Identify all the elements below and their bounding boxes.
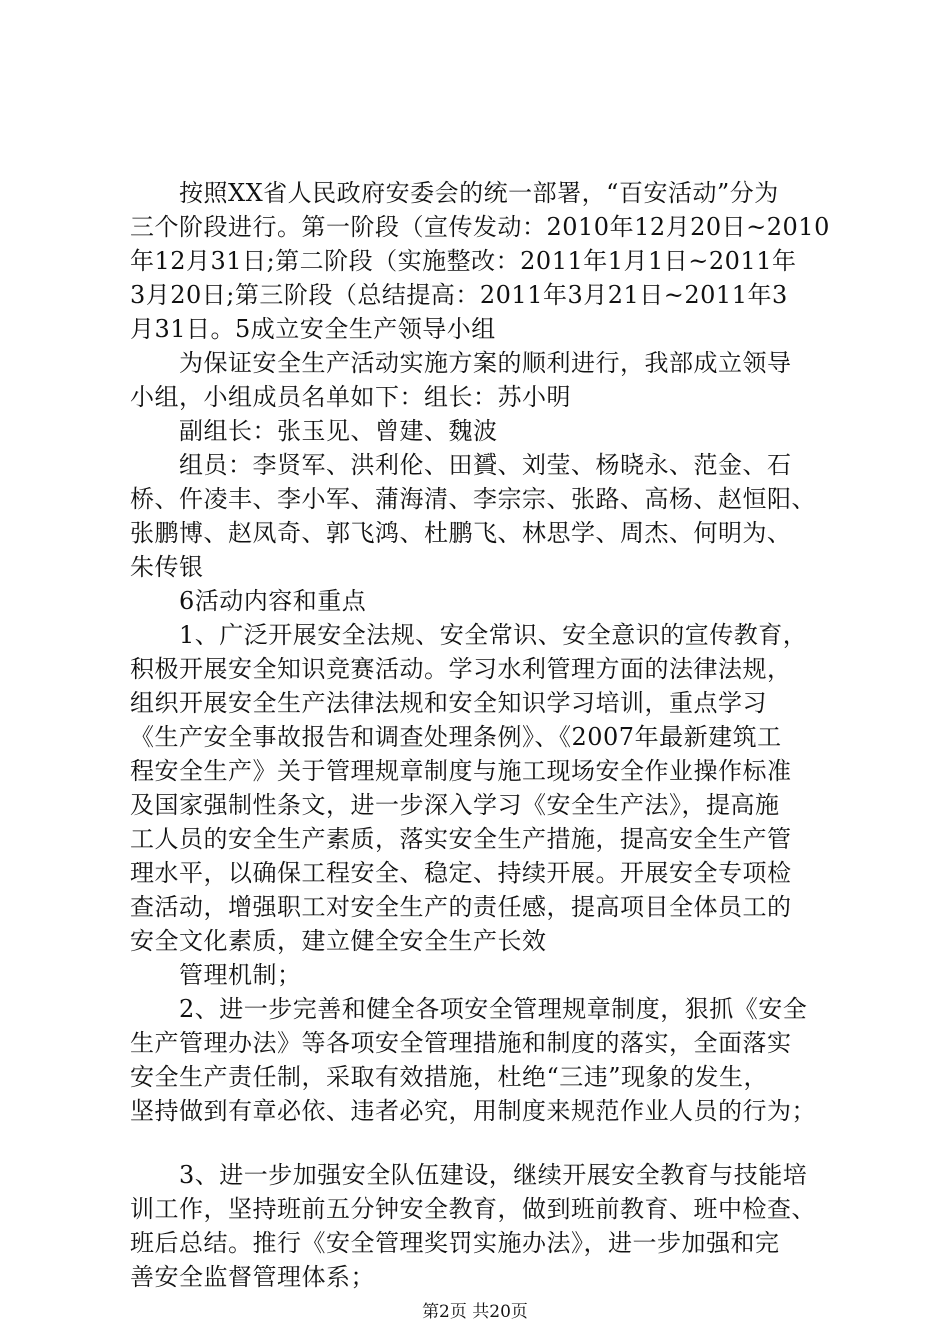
text-line: 三个阶段进行。第一阶段（宣传发动：2010年12月20日~2010 — [130, 213, 830, 241]
text-line: 善安全监督管理体系； — [130, 1263, 375, 1291]
text-line: 组员：李贤军、洪利伦、田贇、刘莹、杨晓永、范金、石 — [130, 451, 792, 479]
text-line: 副组长：张玉见、曾建、魏波 — [130, 417, 498, 445]
text-line: 组织开展安全生产法律法规和安全知识学习培训，重点学习 — [130, 689, 767, 717]
text-line: 工人员的安全生产素质，落实安全生产措施，提高安全生产管 — [130, 825, 792, 853]
text-line: 6活动内容和重点 — [130, 587, 367, 615]
text-line: 安全生产责任制，采取有效措施，杜绝“三违”现象的发生， — [130, 1063, 769, 1091]
text-line: 年12月31日;第二阶段（实施整改：2011年1月1日~2011年 — [130, 247, 797, 275]
text-line: 张鹏博、赵凤奇、郭飞鸿、杜鹏飞、林思学、周杰、何明为、 — [130, 519, 792, 547]
text-line: 安全文化素质，建立健全安全生产长效 — [130, 927, 547, 955]
text-line: 理水平，以确保工程安全、稳定、持续开展。开展安全专项检 — [130, 859, 792, 887]
text-line: 为保证安全生产活动实施方案的顺利进行，我部成立领导 — [130, 349, 792, 377]
text-line: 2、进一步完善和健全各项安全管理规章制度，狠抓《安全 — [130, 995, 808, 1023]
text-line: 管理机制； — [130, 961, 302, 989]
text-line: 1、广泛开展安全法规、安全常识、安全意识的宣传教育， — [130, 621, 808, 649]
text-line: 坚持做到有章必依、违者必究，用制度来规范作业人员的行为； — [130, 1097, 816, 1125]
text-line: 程安全生产》关于管理规章制度与施工现场安全作业操作标准 — [130, 757, 792, 785]
text-line: 及国家强制性条文，进一步深入学习《安全生产法》，提高施 — [130, 791, 780, 819]
text-line: 3月20日;第三阶段（总结提高：2011年3月21日~2011年3 — [130, 281, 788, 309]
text-line: 小组，小组成员名单如下：组长：苏小明 — [130, 383, 571, 411]
text-line: 朱传银 — [130, 553, 204, 581]
page-number-footer: 第2页 共20页 — [422, 1302, 528, 1322]
text-line: 积极开展安全知识竞赛活动。学习水利管理方面的法律法规， — [130, 655, 792, 683]
text-line: 月31日。5成立安全生产领导小组 — [130, 315, 496, 343]
text-line: 查活动，增强职工对安全生产的责任感，提高项目全体员工的 — [130, 893, 792, 921]
text-line: 桥、仵凌丰、李小军、蒲海清、李宗宗、张路、高杨、赵恒阳、 — [130, 485, 816, 513]
text-line: 3、进一步加强安全队伍建设，继续开展安全教育与技能培 — [130, 1161, 808, 1189]
text-line: 生产管理办法》等各项安全管理措施和制度的落实，全面落实 — [130, 1029, 792, 1057]
text-line: 训工作，坚持班前五分钟安全教育，做到班前教育、班中检查、 — [130, 1195, 816, 1223]
text-line: 《生产安全事故报告和调查处理条例》、《2007年最新建筑工 — [130, 723, 782, 751]
text-line: 按照XX省人民政府安委会的统一部署，“百安活动”分为 — [130, 179, 779, 207]
text-line: 班后总结。推行《安全管理奖罚实施办法》，进一步加强和完 — [130, 1229, 780, 1257]
